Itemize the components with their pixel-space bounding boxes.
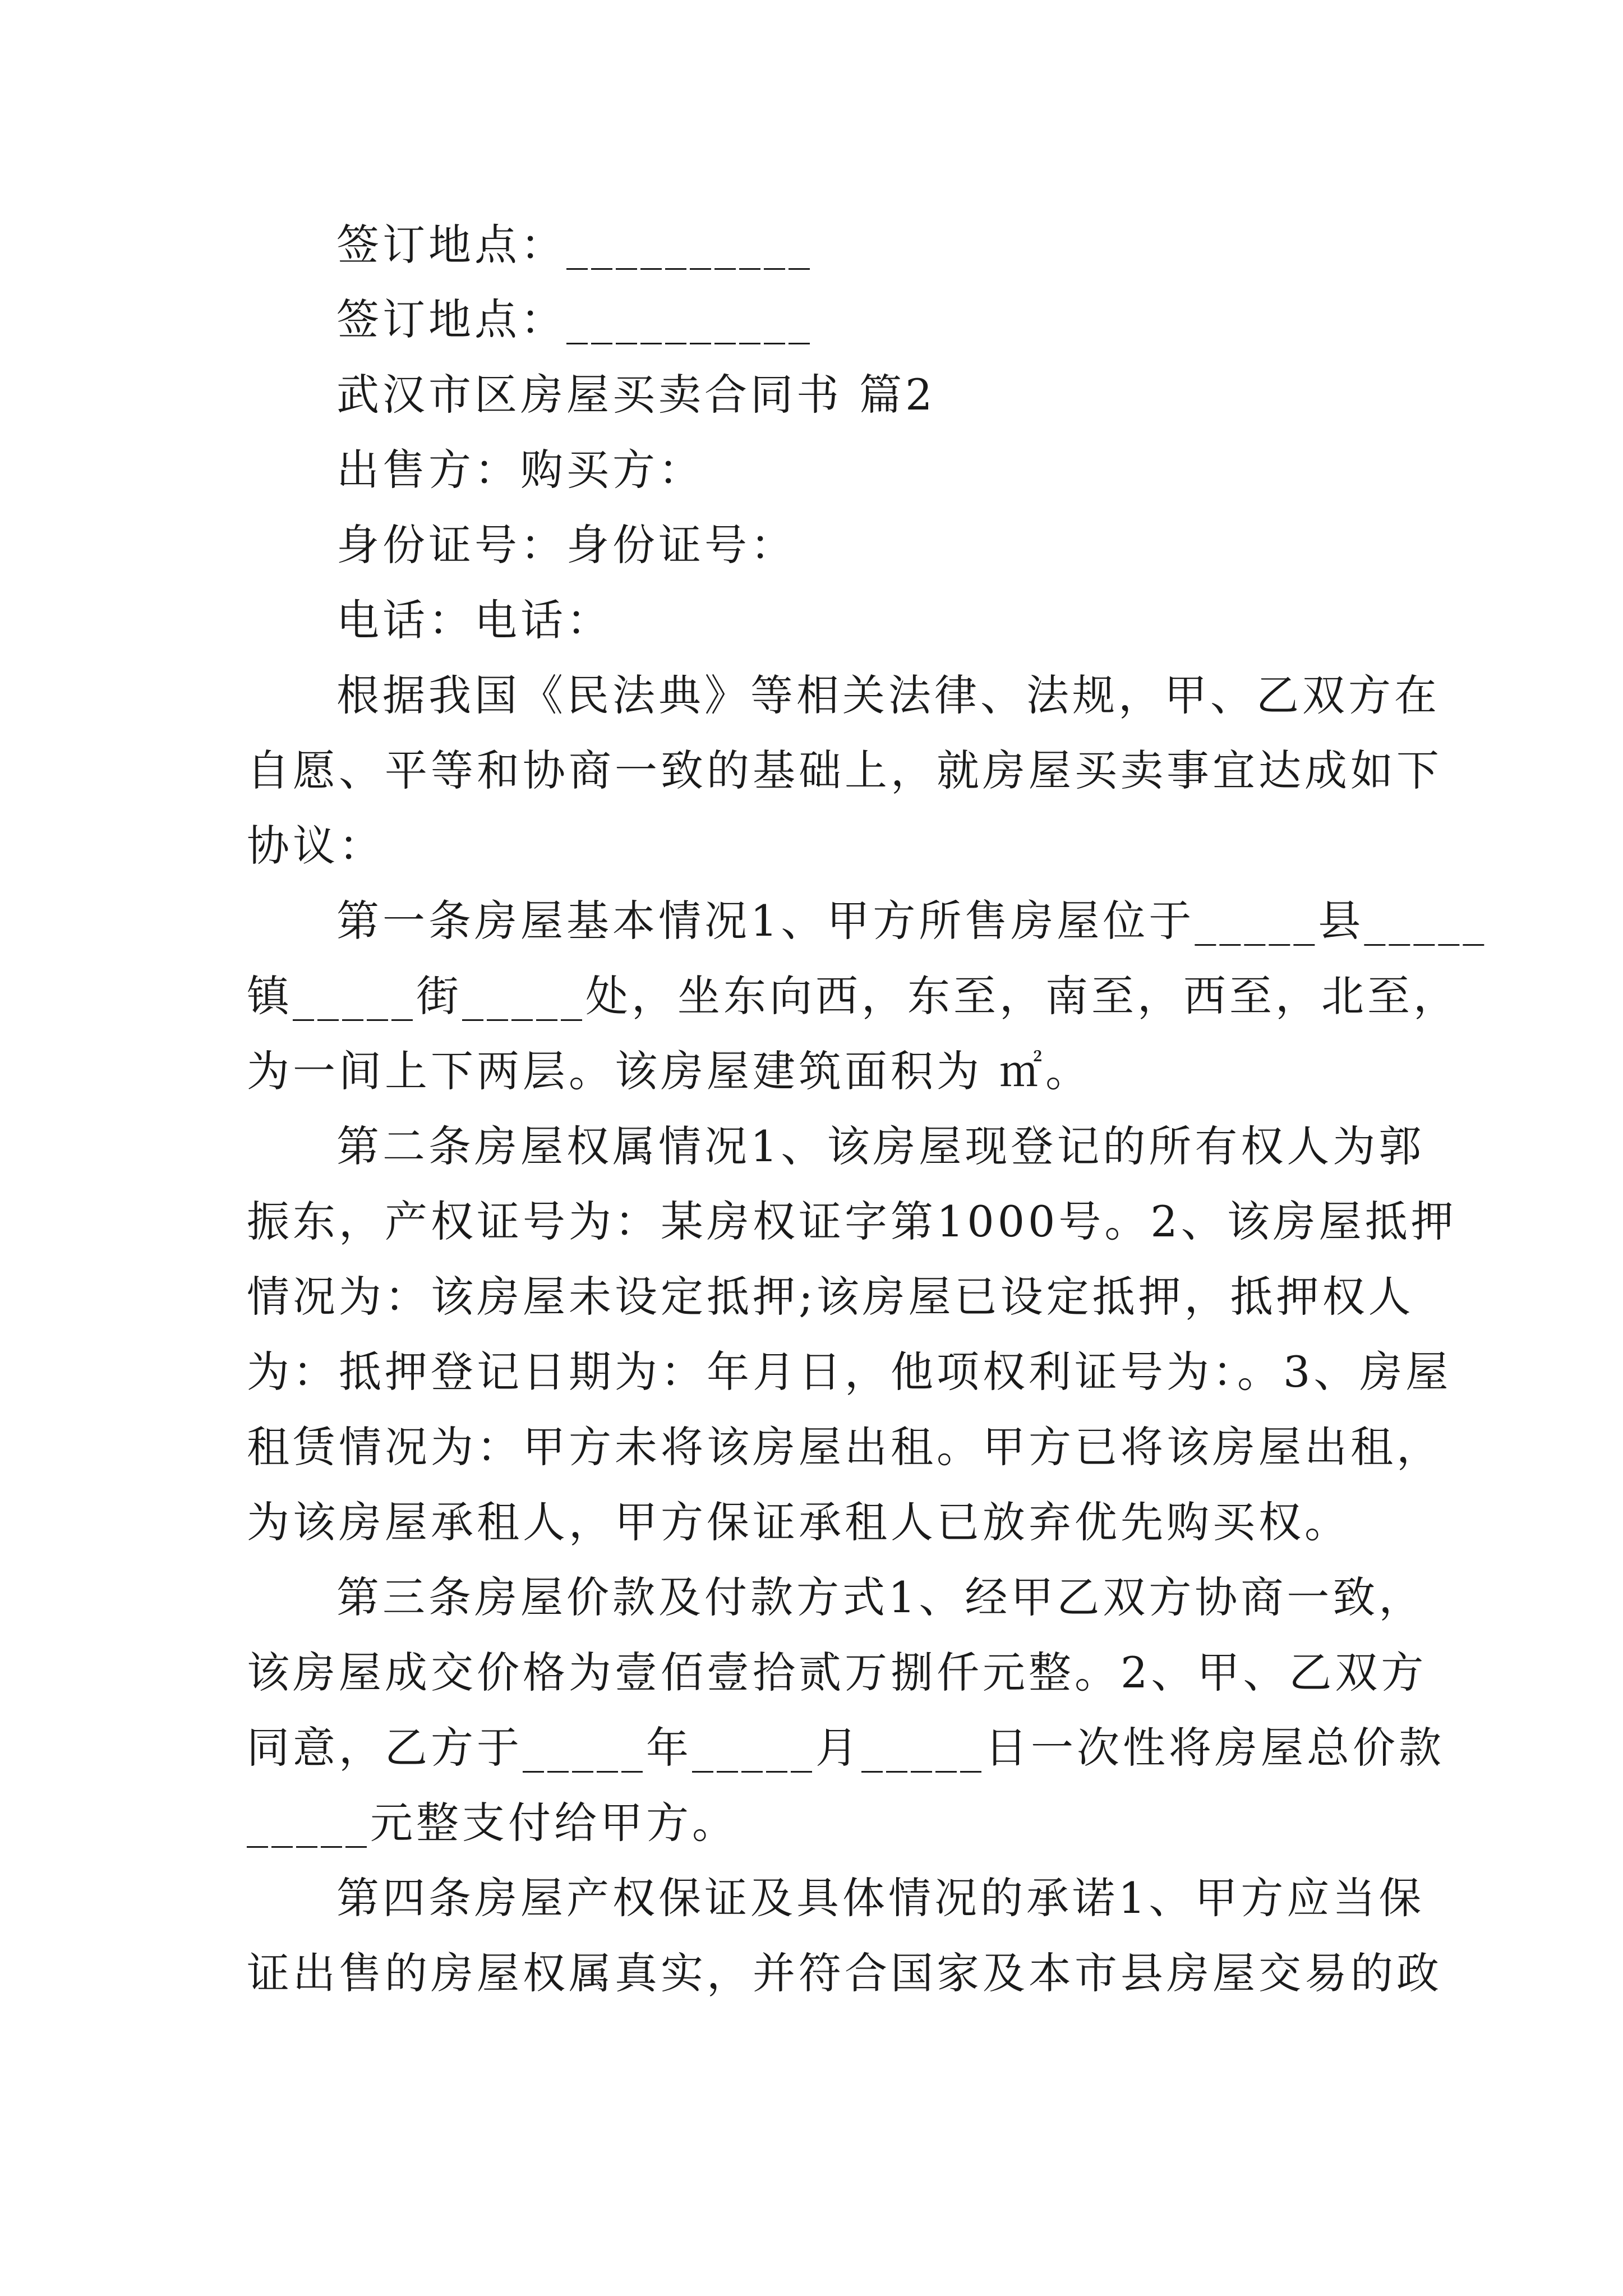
- contract-title: 武汉市区房屋买卖合同书 篇2: [336, 370, 936, 420]
- paragraph-line: 该房屋成交价格为壹佰壹拾贰万捌仟元整。2、甲、乙双方: [247, 1648, 1427, 1697]
- paragraph-line: 第三条房屋价款及付款方式1、经甲乙双方协商一致，: [336, 1572, 1425, 1622]
- paragraph-line: _____元整支付给甲方。: [247, 1798, 738, 1848]
- paragraph-line: 第一条房屋基本情况1、甲方所售房屋位于_____县_____: [336, 896, 1488, 946]
- signing-place-line-2: 签订地点：__________: [336, 295, 813, 344]
- paragraph-line: 为一间上下两层。该房屋建筑面积为 ㎡。: [247, 1046, 1092, 1096]
- paragraph-line: 自愿、平等和协商一致的基础上，就房屋买卖事宜达成如下: [247, 746, 1442, 795]
- paragraph-line: 情况为：该房屋未设定抵押;该房屋已设定抵押，抵押权人: [247, 1272, 1414, 1322]
- paragraph-line: 同意，乙方于_____年_____月_____日一次性将房屋总价款: [247, 1723, 1445, 1773]
- paragraph-line: 第四条房屋产权保证及具体情况的承诺1、甲方应当保: [336, 1873, 1425, 1923]
- paragraph-line: 第二条房屋权属情况1、该房屋现登记的所有权人为郭: [336, 1121, 1425, 1171]
- paragraph-line: 协议：: [247, 821, 385, 871]
- paragraph-line: 为：抵押登记日期为：年月日，他项权利证号为：。3、房屋: [247, 1347, 1452, 1397]
- paragraph-line: 根据我国《民法典》等相关法律、法规，甲、乙双方在: [336, 670, 1440, 720]
- paragraph-line: 租赁情况为：甲方未将该房屋出租。甲方已将该房屋出租，: [247, 1422, 1442, 1472]
- seller-buyer-line: 出售方：购买方：: [336, 445, 704, 495]
- paragraph-line: 为该房屋承租人，甲方保证承租人已放弃优先购买权。: [247, 1497, 1350, 1547]
- paragraph-line: 证出售的房屋权属真实，并符合国家及本市县房屋交易的政: [247, 1948, 1442, 1998]
- paragraph-line: 镇_____街_____处，坐东向西，东至，南至，西至，北至，: [247, 971, 1459, 1021]
- phone-line: 电话：电话：: [336, 595, 612, 645]
- id-number-line: 身份证号：身份证号：: [336, 520, 796, 570]
- signing-place-line-1: 签订地点：__________: [336, 220, 813, 270]
- paragraph-line: 振东，产权证号为：某房权证字第1000号。2、该房屋抵押: [247, 1197, 1457, 1246]
